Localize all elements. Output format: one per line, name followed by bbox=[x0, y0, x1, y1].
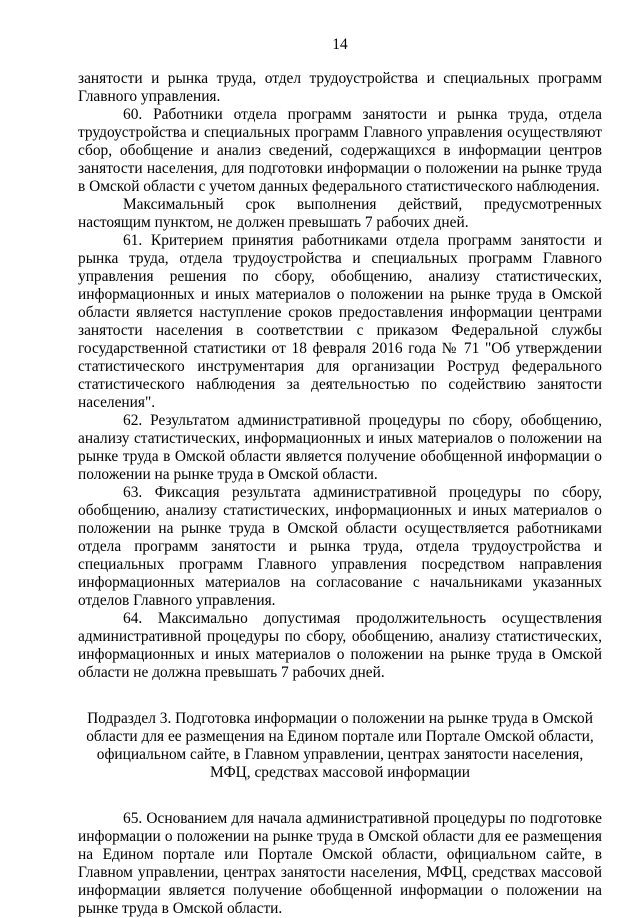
subsection-title-line-1: Подраздел 3. Подготовка информации о положении на рынке труда в Омской bbox=[87, 710, 593, 727]
paragraph-60-term: Максимальный срок выполнения действий, предусмотренных настоящим пунктом, не должен превышать 7 рабочих дней. bbox=[78, 196, 602, 231]
paragraph-60: 60. Работники отдела программ занятости и рынка труда, отдела трудоустройства и специальных программ Главного управления осуществляют сбор, обобщение и анализ сведений, содержащихся в информации центров занятости населения, для подготовки информации о положении на рынке труда в Омской области с учетом данных федерального статистического наблюдения. bbox=[78, 106, 602, 195]
paragraph-65: 65. Основанием для начала административной процедуры по подготовке информации о положении на рынке труда в Омской области для ее размещения на Едином портале или Портале Омской области, официальном сайте, в Главном управлении, центрах занятости населения, МФЦ, средствах массовой информации является получение обобщенной информации о положении на рынке труда в Омской области. bbox=[78, 810, 602, 917]
paragraph-61: 61. Критерием принятия работниками отдела программ занятости и рынка труда, отдела трудоустройства и специальных программ Главного управления решения по сбору, обобщению, анализу статистических, информационных и иных материалов о положении на рынке труда в Омской области является наступление сроков предоставления информации центрами занятости населения в соответствии с приказом Федеральной службы государственной статистики от 18 февраля 2016 года № 71 "Об утверждении статистического инструментария для организации Роструд федерального статистического наблюдения за деятельностью по содействию занятости населения". bbox=[78, 232, 602, 411]
paragraph-62: 62. Результатом административной процедуры по сбору, обобщению, анализу статистических, информационных и иных материалов о положении на рынке труда в Омской области является получение обобщенной информации о положении на рынке труда в Омской области. bbox=[78, 412, 602, 483]
paragraph-63: 63. Фиксация результата административной процедуры по сбору, обобщению, анализу статистических, информационных и иных материалов о положении на рынке труда в Омской области осуществляется работниками отдела программ занятости и рынка труда, отдела трудоустройства и специальных программ Главного управления посредством направления информационных материалов на согласование с начальниками указанных отделов Главного управления. bbox=[78, 484, 602, 609]
subsection-title bbox=[78, 710, 602, 782]
subsection-title-line-4: МФЦ, средствах массовой информации bbox=[210, 764, 470, 781]
page-number: 14 bbox=[332, 36, 348, 53]
subsection-title-line-2: области для ее размещения на Едином портале или Портале Омской области, bbox=[86, 728, 594, 745]
paragraph-continuation: занятости и рынка труда, отдел трудоустройства и специальных программ Главного управления. bbox=[78, 70, 602, 105]
paragraph-64: 64. Максимально допустимая продолжительность осуществления административной процедуры по сбору, обобщению, анализу статистических, информационных и иных материалов о положении на рынке труда в Омской области не должна превышать 7 рабочих дней. bbox=[78, 610, 602, 681]
subsection-title-line-3: официальном сайте, в Главном управлении, центрах занятости населения, bbox=[96, 746, 584, 763]
